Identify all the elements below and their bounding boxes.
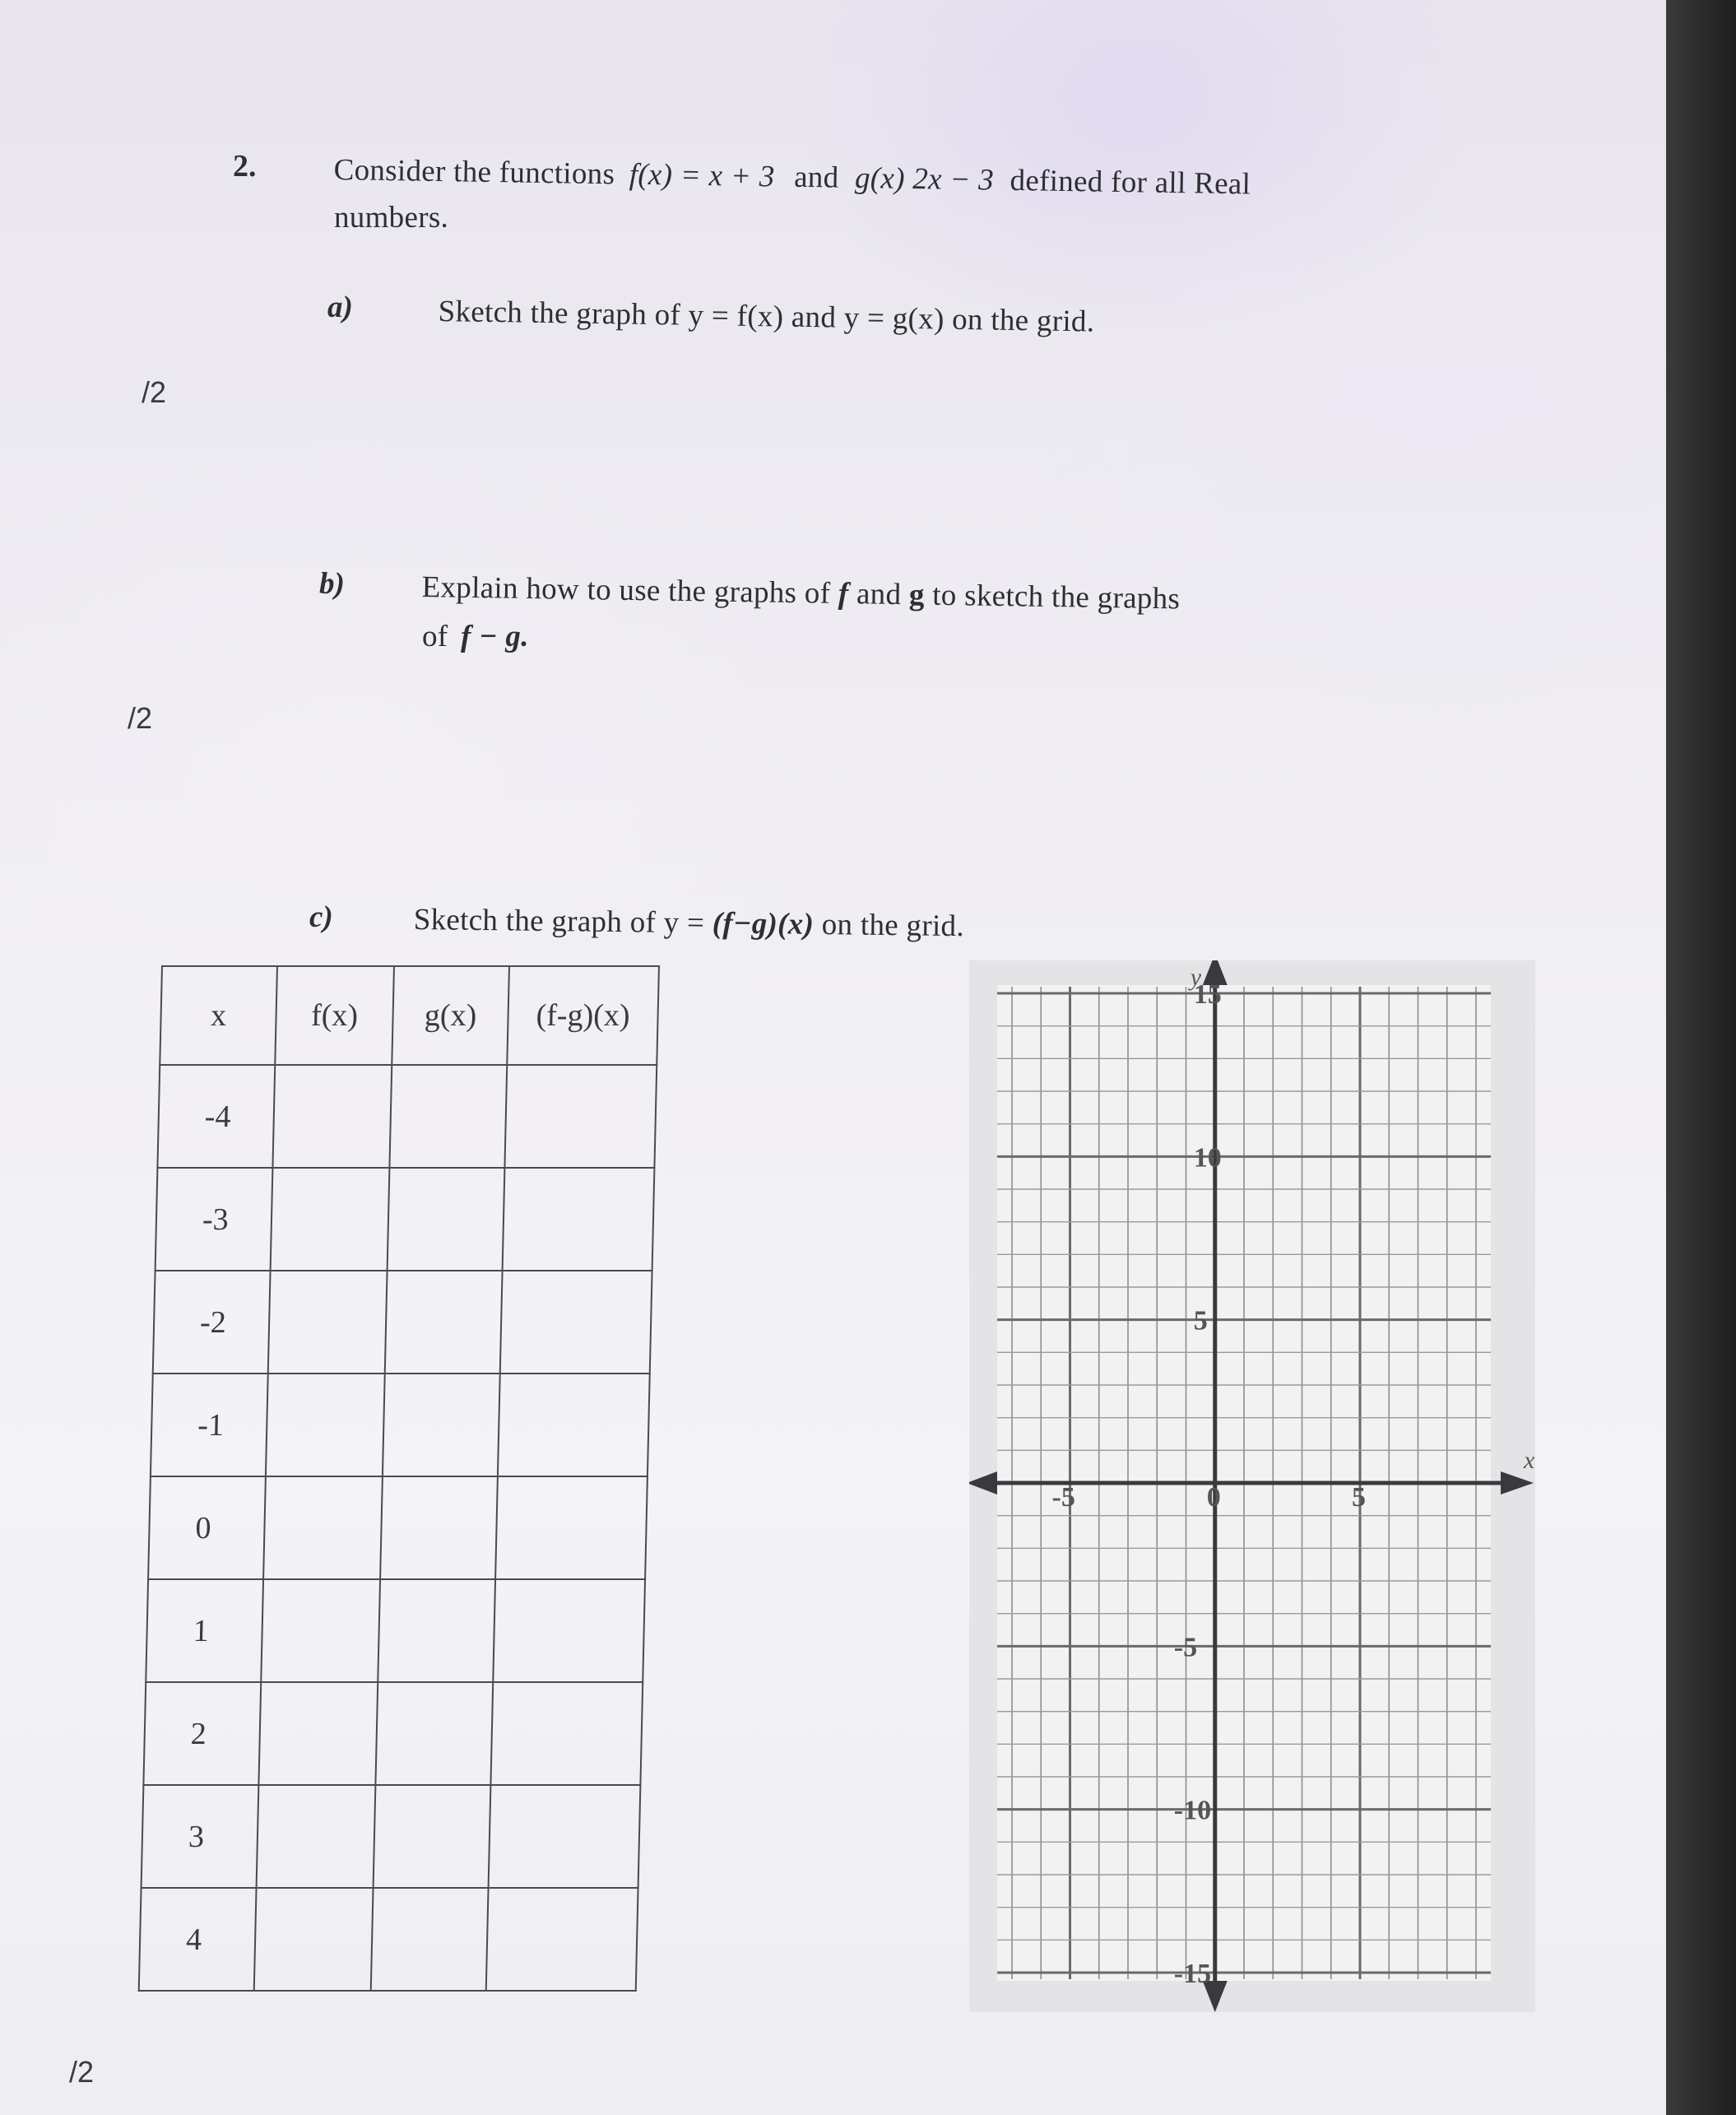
gx-cell[interactable] [388,1168,505,1271]
fgx-cell[interactable] [490,1682,643,1785]
header-gx: g(x) [392,966,509,1065]
header-fx: f(x) [275,966,394,1065]
part-c-marks: /2 [69,2055,95,2089]
intro-text: Consider the functions [333,152,615,192]
fx-cell[interactable] [272,1065,392,1168]
fx-cell[interactable] [257,1785,376,1888]
y-tick-label: -15 [1173,1959,1212,1989]
part-b-pre: Explain how to use the graphs of [421,569,831,611]
table-row [139,1888,638,1991]
gx-cell[interactable] [383,1374,500,1476]
x-tick-label: 5 [1352,1482,1366,1513]
x-value: 1 [146,1579,263,1682]
fgx-cell[interactable] [498,1374,650,1476]
x-value: 3 [142,1785,259,1888]
fx-cell[interactable] [254,1888,374,1991]
part-a-label: a) [327,291,353,324]
fx-cell[interactable] [261,1579,380,1682]
table-row [153,1271,652,1374]
grid-svg[interactable] [969,960,1535,2012]
part-c-pre: Sketch the graph of y = [413,902,705,941]
part-c-label: c) [309,900,333,934]
y-tick-label: 15 [1193,979,1222,1010]
gx-cell[interactable] [378,1579,495,1682]
fgx-cell[interactable] [500,1271,652,1374]
fgx-cell[interactable] [504,1065,657,1168]
question-intro [333,152,1251,202]
x-value: -4 [157,1065,275,1168]
y-tick-label: -5 [1173,1632,1198,1663]
fx-cell[interactable] [266,1374,385,1476]
part-b-and: and [856,577,902,612]
gx-cell[interactable] [380,1476,498,1579]
table-row [148,1476,648,1579]
part-b-marks: /2 [128,701,153,735]
fgx-cell[interactable] [493,1579,645,1682]
gx-cell[interactable] [385,1271,503,1374]
intro-tail: defined for all Real [1010,163,1251,202]
fgx-cell[interactable] [503,1168,655,1271]
x-value: 4 [139,1888,257,1991]
x-axis-label: x [1524,1447,1535,1474]
header-x: x [160,966,277,1065]
x-tick-label: -5 [1051,1482,1075,1513]
gx-cell[interactable] [389,1065,507,1168]
part-c-expression: (f−g)(x) [712,906,815,941]
y-tick-label: 5 [1193,1305,1208,1336]
table-header-row [160,966,659,1065]
g-definition: g(x) 2x − 3 [854,160,995,198]
part-b-g: g [908,578,926,612]
gx-cell[interactable] [374,1785,491,1888]
x-axis-right-arrow [1501,1471,1534,1494]
table-row [143,1682,643,1785]
f-definition: f(x) = x + 3 [629,157,775,194]
table-row [157,1065,657,1168]
y-tick-label: 10 [1193,1142,1222,1174]
header-fgx: (f-g)(x) [507,966,659,1065]
y-axis-label: y [1190,964,1202,991]
question-number: 2. [233,149,257,184]
tablet-edge [1666,0,1736,2115]
part-b-f: f [838,576,849,611]
coordinate-grid[interactable] [969,960,1535,2012]
fx-cell[interactable] [263,1476,383,1579]
part-b-of: of [422,620,448,653]
fx-cell[interactable] [258,1682,378,1785]
table-row [151,1374,650,1476]
x-value: -1 [151,1374,268,1476]
fx-cell[interactable] [268,1271,388,1374]
gx-cell[interactable] [375,1682,493,1785]
part-b-text-line2 [422,619,529,654]
table-row [142,1785,641,1888]
x-value: -2 [153,1271,271,1374]
values-table-wrapper [138,965,660,1992]
and-word: and [793,160,839,195]
fx-cell[interactable] [271,1168,390,1271]
gx-cell[interactable] [371,1888,489,1991]
part-b-expression: f − g. [460,620,529,653]
table-row [146,1579,645,1682]
part-b-post: to sketch the graphs [931,578,1181,616]
x-value: -3 [155,1168,273,1271]
part-c-text [413,902,964,944]
table-row [155,1168,655,1271]
x-value: 2 [143,1682,261,1785]
fgx-cell[interactable] [486,1888,638,1991]
x-axis-left-arrow [969,1471,997,1494]
values-table [138,965,660,1992]
intro-line2: numbers. [334,201,449,235]
x-tick-label: 0 [1206,1482,1221,1513]
fgx-cell[interactable] [495,1476,648,1579]
part-a-marks: /2 [142,375,167,409]
part-b-label: b) [319,567,345,601]
part-b-text-line1 [421,569,1180,616]
part-c-post: on the grid. [821,908,965,944]
fgx-cell[interactable] [489,1785,641,1888]
x-value: 0 [148,1476,266,1579]
part-a-text: Sketch the graph of y = f(x) and y = g(x) on the grid. [438,294,1095,339]
y-tick-label: -10 [1173,1795,1212,1826]
